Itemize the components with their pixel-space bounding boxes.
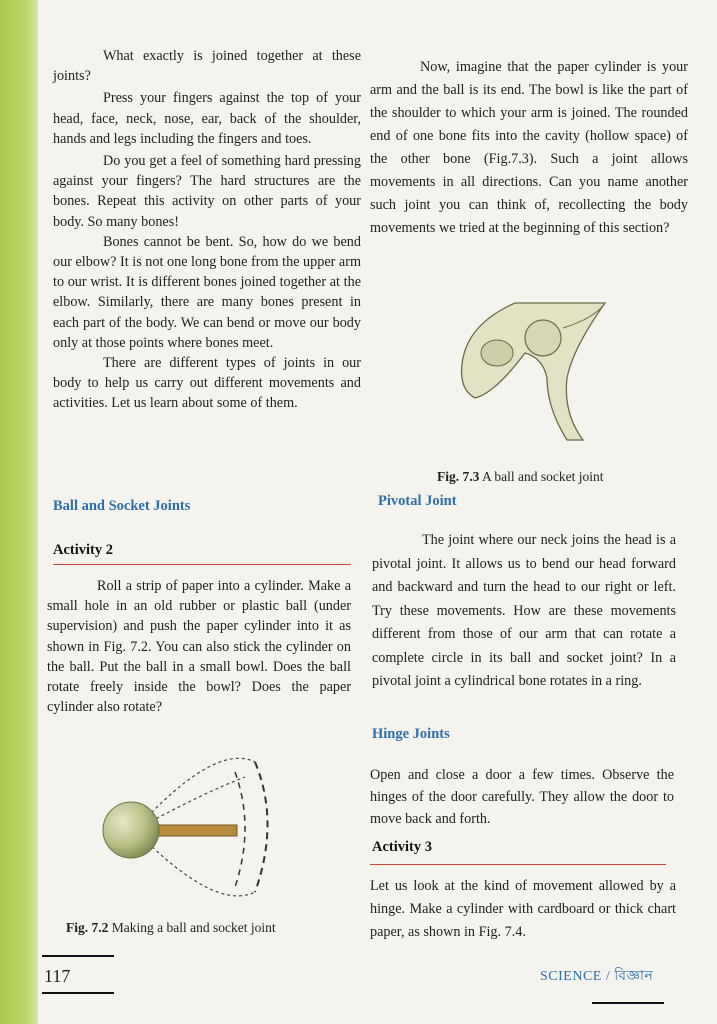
figure-label: Fig. 7.2 bbox=[66, 920, 109, 935]
figure-7-3-caption bbox=[437, 469, 604, 485]
caption-text: Making a ball and socket joint bbox=[108, 920, 276, 935]
paragraph: Open and close a door a few times. Observe the hinges of the door carefully. They allow the door to move back and forth. bbox=[370, 767, 674, 827]
activity-rule bbox=[370, 864, 666, 865]
paragraph: Roll a strip of paper into a cylinder. Make a small hole in an old rubber or plastic ball (under supervision) and push the paper cylinder into it as shown in Fig. 7.2. You can also stick the cylinder on the ball. Put the ball in a small bowl. Does the ball rotate freely inside the bowl? Does the paper cylinder also rotate? bbox=[47, 578, 351, 716]
footer-rule bbox=[42, 955, 114, 957]
left-column bbox=[53, 46, 361, 414]
section-heading-pivotal: Pivotal Joint bbox=[378, 493, 457, 509]
activity-3-text bbox=[370, 875, 676, 944]
paragraph: The joint where our neck joins the head is a pivotal joint. It allows us to bend our head forward and backward and turn the head to our right or left. Try these movements. How are these movements different from those of our arm that can rotate a complete circle in its ball and socket joint? In a pivotal joint a cylindrical bone rotates in a ring. bbox=[372, 532, 676, 689]
activity-rule bbox=[53, 564, 351, 565]
book-title: SCIENCE / বিজ্ঞান bbox=[540, 969, 654, 984]
section-heading-hinge: Hinge Joints bbox=[372, 726, 450, 742]
footer-rule bbox=[42, 992, 114, 994]
figure-7-2-caption bbox=[66, 920, 276, 936]
footer-rule bbox=[592, 1002, 664, 1004]
paragraph: There are different types of joints in our body to help us carry out different movements and activities. Let us learn about some of them. bbox=[53, 355, 361, 412]
paragraph: Bones cannot be bent. So, how do we bend our elbow? It is not one long bone from the upper arm to our wrist. It is different bones joined together at the elbow. Similarly, there are many bones present in each part of the body. We can bend or move our body only at those points where bones meet. bbox=[53, 233, 361, 351]
ball-socket-model-illustration bbox=[95, 752, 295, 902]
section-heading-ball-socket: Ball and Socket Joints bbox=[53, 498, 191, 514]
pivotal-text bbox=[372, 529, 676, 694]
paragraph: What exactly is joined together at these joints? bbox=[53, 48, 361, 85]
activity-3-title: Activity 3 bbox=[372, 839, 432, 855]
activity-2-title: Activity 2 bbox=[53, 542, 113, 558]
hinge-text bbox=[370, 764, 674, 830]
figure-label: Fig. 7.3 bbox=[437, 469, 480, 484]
paragraph: Let us look at the kind of movement allowed by a hinge. Make a cylinder with cardboard or thick chart paper, as shown in Fig. 7.4. bbox=[370, 878, 676, 940]
activity-2-text bbox=[47, 576, 351, 717]
paragraph: Now, imagine that the paper cylinder is your arm and the ball is its end. The bowl is like the part of the shoulder to which your arm is joined. The rounded end of one bone fits into the cavity (hollow space) of the other bone (Fig.7.3). Such a joint allows movements in all directions. Can you name another such joint you can think of, recollecting the body movements we tried at the beginning of this section? bbox=[370, 59, 688, 236]
page-number: 117 bbox=[44, 966, 71, 986]
paragraph: Press your fingers against the top of your head, face, neck, nose, ear, back of the shoulder, hands and legs including the fingers and toes. bbox=[53, 90, 361, 147]
paragraph: Do you get a feel of something hard pressing against your fingers? The hard structures are the bones. Repeat this activity on other parts of your body. So many bones! bbox=[53, 153, 361, 230]
hip-bone-joint-illustration bbox=[455, 298, 635, 448]
caption-text: A ball and socket joint bbox=[479, 469, 604, 484]
right-column bbox=[370, 56, 688, 240]
green-margin-band bbox=[0, 0, 38, 1024]
